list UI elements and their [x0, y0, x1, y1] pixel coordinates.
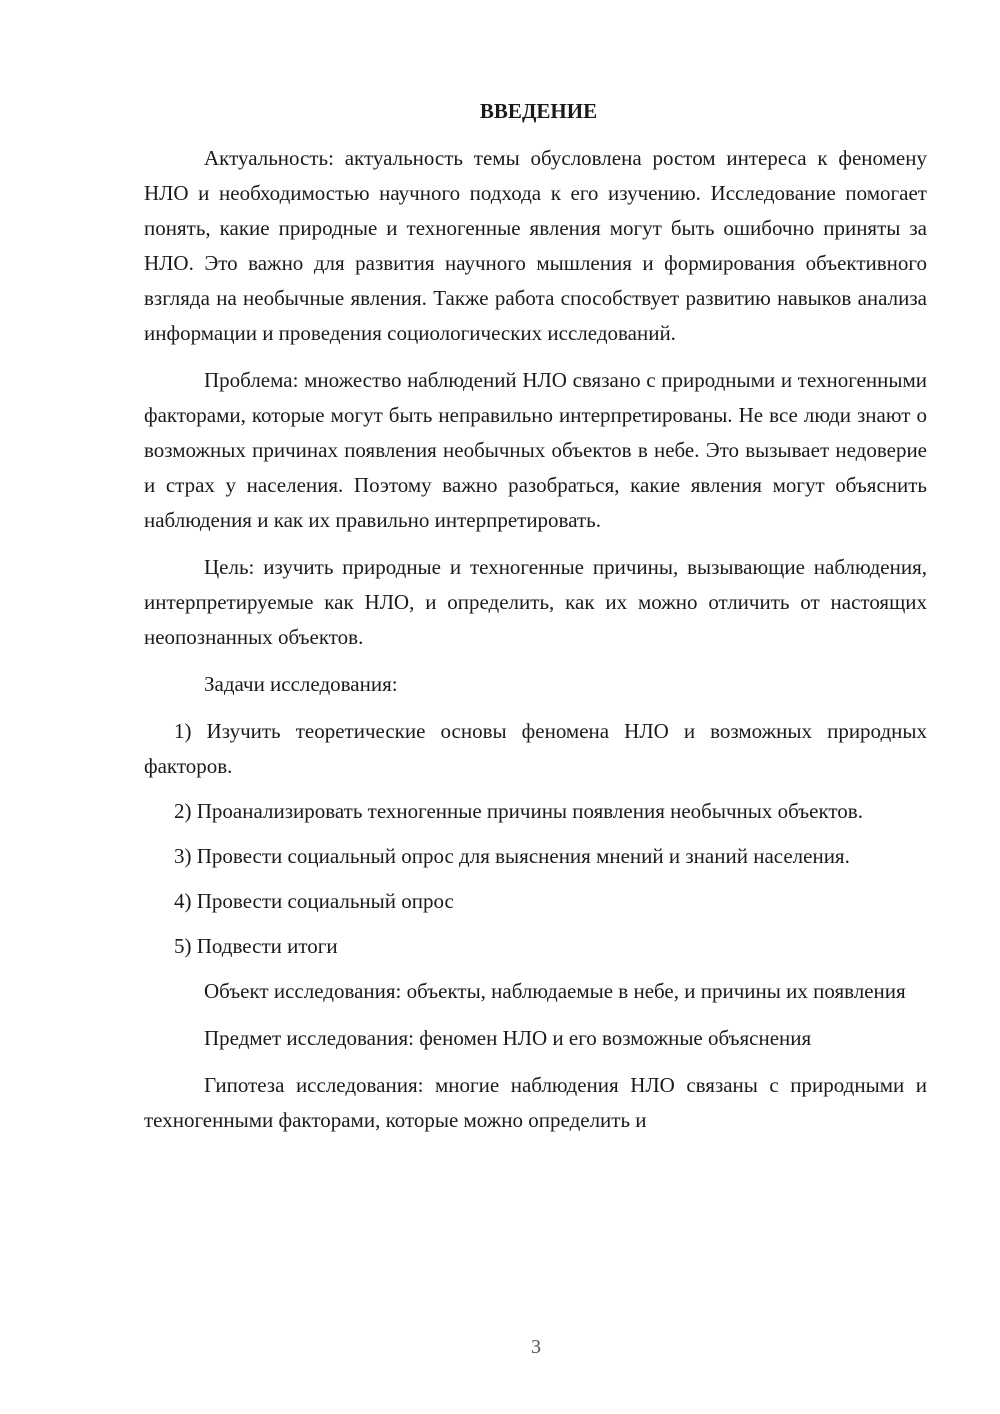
task-item-3: 3) Провести социальный опрос для выяснения мнений и знаний населения. — [174, 844, 850, 868]
section-title: ВВЕДЕНИЕ — [479, 99, 598, 123]
tasks-heading: Задачи исследования: — [204, 672, 398, 696]
goal-paragraph: Цель: изучить природные и техногенные причины, вызывающие наблюдения, интерпретируемые как НЛО, и определить, как их можно отличить от настоящих неопознанных объектов. — [144, 555, 927, 649]
hypothesis-paragraph: Гипотеза исследования: многие наблюдения НЛО связаны с природными и техногенными факторами, которые можно определить и — [144, 1073, 927, 1132]
subject-paragraph: Предмет исследования: феномен НЛО и его возможные объяснения — [204, 1026, 812, 1050]
task-item-5: 5) Подвести итоги — [174, 934, 338, 958]
object-paragraph: Объект исследования: объекты, наблюдаемые в небе, и причины их появления — [204, 979, 906, 1003]
task-item-2: 2) Проанализировать техногенные причины появления необычных объектов. — [174, 799, 863, 823]
document-body — [144, 94, 927, 1138]
task-item-1: 1) Изучить теоретические основы феномена НЛО и возможных природных факторов. — [144, 719, 927, 778]
problem-paragraph: Проблема: множество наблюдений НЛО связано с природными и техногенными факторами, которые могут быть неправильно интерпретированы. Не все люди знают о возможных причинах появления необычных объектов в небе. Это вызывает недоверие и страх у населения. Поэтому важно разобраться, какие явления могут объяснить наблюдения и как их правильно интерпретировать. — [144, 368, 927, 532]
relevance-paragraph: Актуальность: актуальность темы обусловлена ростом интереса к феномену НЛО и необходимостью научного подхода к его изучению. Исследование помогает понять, какие природные и техногенные явления могут быть ошибочно приняты за НЛО. Это важно для развития научного мышления и формирования объективного взгляда на необычные явления. Также работа способствует развитию навыков анализа информации и проведения социологических исследований. — [144, 146, 927, 345]
page-number: 3 — [531, 1336, 541, 1358]
task-item-4: 4) Провести социальный опрос — [174, 889, 454, 913]
